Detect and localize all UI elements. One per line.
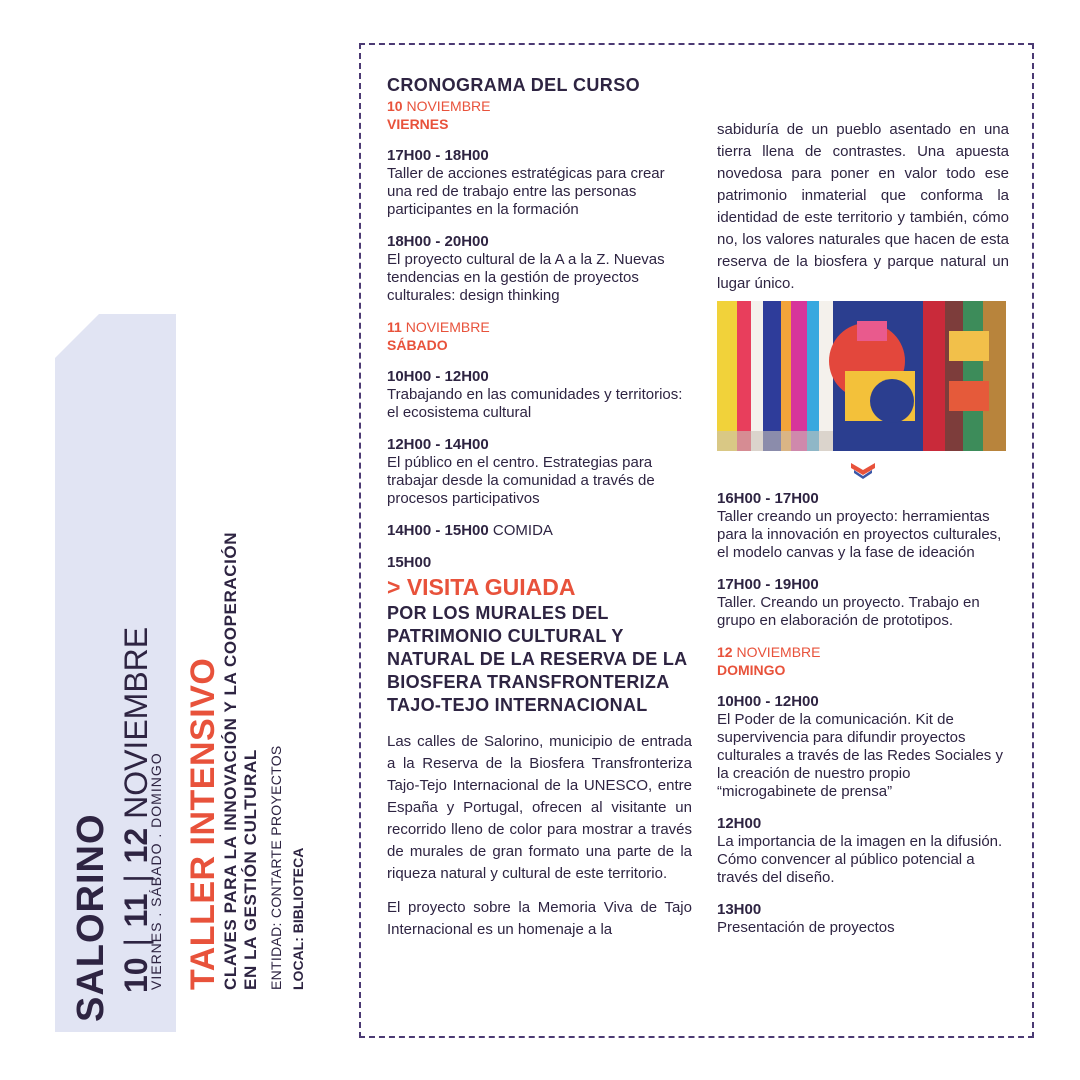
- slot: [717, 692, 1009, 801]
- slot: [717, 900, 1009, 937]
- slot: [387, 435, 692, 508]
- slot-time: 13H00: [717, 901, 762, 918]
- slot-time: 10H00 - 12H00: [717, 693, 819, 710]
- slot: [387, 367, 692, 422]
- town-name: SALORINO: [70, 813, 112, 1022]
- slot: [717, 814, 1009, 887]
- slot-desc: El Poder de la comunicación. Kit de supervivencia para difundir proyectos culturales a través de las Redes Sociales y la creación de nuestro propio “microgabinete de prensa”: [717, 711, 1003, 800]
- course-title: TALLER INTENSIVO: [184, 657, 222, 990]
- slot-desc: Trabajando en las comunidades y territorios: el ecosistema cultural: [387, 386, 683, 421]
- mural-photo: [717, 301, 1006, 451]
- slot: [717, 489, 1009, 562]
- course-subtitle-line2: EN LA GESTIÓN CULTURAL: [241, 749, 260, 990]
- day-header-1: 10 NOVIEMBRE VIERNES: [387, 98, 491, 132]
- visit-time: 15H00: [387, 554, 432, 571]
- chevron-down-icon: [850, 461, 876, 479]
- visit-subtitle: POR LOS MURALES DEL PATRIMONIO CULTURAL Y NATURAL DE LA RESERVA DE LA BIOSFERA TRANSFRONTERIZA TAJO-TEJO INTERNACIONAL: [387, 603, 687, 715]
- lunch-slot: [387, 521, 692, 540]
- schedule-heading: CRONOGRAMA DEL CURSO: [387, 75, 641, 95]
- slot-desc: Taller de acciones estratégicas para crear una red de trabajo entre las personas participantes en la formación: [387, 165, 665, 218]
- slot-time: 12H00 - 14H00: [387, 436, 489, 453]
- slot-desc: Taller. Creando un proyecto. Trabajo en grupo en elaboración de prototipos.: [717, 594, 980, 629]
- slot-time: 17H00 - 18H00: [387, 147, 489, 164]
- slot-time: 12H00: [717, 815, 762, 832]
- event-weekdays: VIERNES . SÁBADO . DOMINGO: [148, 752, 164, 990]
- slot-desc: El proyecto cultural de la A a la Z. Nuevas tendencias en la gestión de proyectos culturales: design thinking: [387, 251, 665, 304]
- slot-desc: La importancia de la imagen en la difusión. Cómo convencer al público potencial a través del diseño.: [717, 833, 1003, 886]
- slot-time: 16H00 - 17H00: [717, 490, 819, 507]
- slot-time: 17H00 - 19H00: [717, 576, 819, 593]
- lunch-label: COMIDA: [492, 522, 553, 539]
- visit-paragraph-2-continued: sabiduría de un pueblo asentado en una tierra llena de contrastes. Una apuesta novedosa para poner en valor todo ese patrimonio inmaterial que conforma la identidad de este territorio y también, cómo no, los valores naturales que hacen de esta reserva de la biosfera y parque natural un lugar único.: [717, 121, 1009, 292]
- slot-desc: El público en el centro. Estrategias para trabajar desde la comunidad a través de procesos participativos: [387, 454, 655, 507]
- slot: [387, 232, 692, 305]
- slot-desc: Taller creando un proyecto: herramientas para la innovación en proyectos culturales, el modelo canvas y la fase de ideación: [717, 508, 1002, 561]
- event-dates: 10 | 11 | 12 NOVIEMBRE: [118, 626, 154, 993]
- slot-desc: Presentación de proyectos: [717, 919, 895, 936]
- slot-time: 18H00 - 20H00: [387, 233, 489, 250]
- schedule-left-column: [387, 76, 692, 941]
- course-subtitle-line1: CLAVES PARA LA INNOVACIÓN Y LA COOPERACIÓN: [221, 531, 240, 990]
- organizer: ENTIDAD: CONTARTE PROYECTOS: [268, 745, 284, 990]
- visit-paragraph-2: El proyecto sobre la Memoria Viva de Tajo Internacional es un homenaje a la: [387, 899, 692, 938]
- visit-paragraph-1: Las calles de Salorino, municipio de entrada a la Reserva de la Biosfera Transfronteriza Tajo-Tejo Internacional de la UNESCO, entre España y Portugal, ofrecen al visitante un recorrido lleno de color para mostrar a través de murales de gran formato una parte de la riqueza natural y cultural de este territorio.: [387, 733, 692, 882]
- venue: LOCAL: BIBLIOTECA: [290, 847, 306, 990]
- slot: [717, 575, 1009, 630]
- schedule-right-column: [717, 119, 1009, 950]
- slot-time: 14H00 - 15H00: [387, 522, 489, 539]
- visit-title: > VISITA GUIADA: [387, 574, 576, 600]
- slot: [387, 146, 692, 219]
- slot-time: 10H00 - 12H00: [387, 368, 489, 385]
- day-header-2: 11 NOVIEMBRE SÁBADO: [387, 319, 490, 353]
- day-header-3: 12 NOVIEMBRE DOMINGO: [717, 644, 821, 678]
- mural-image: [717, 301, 1006, 451]
